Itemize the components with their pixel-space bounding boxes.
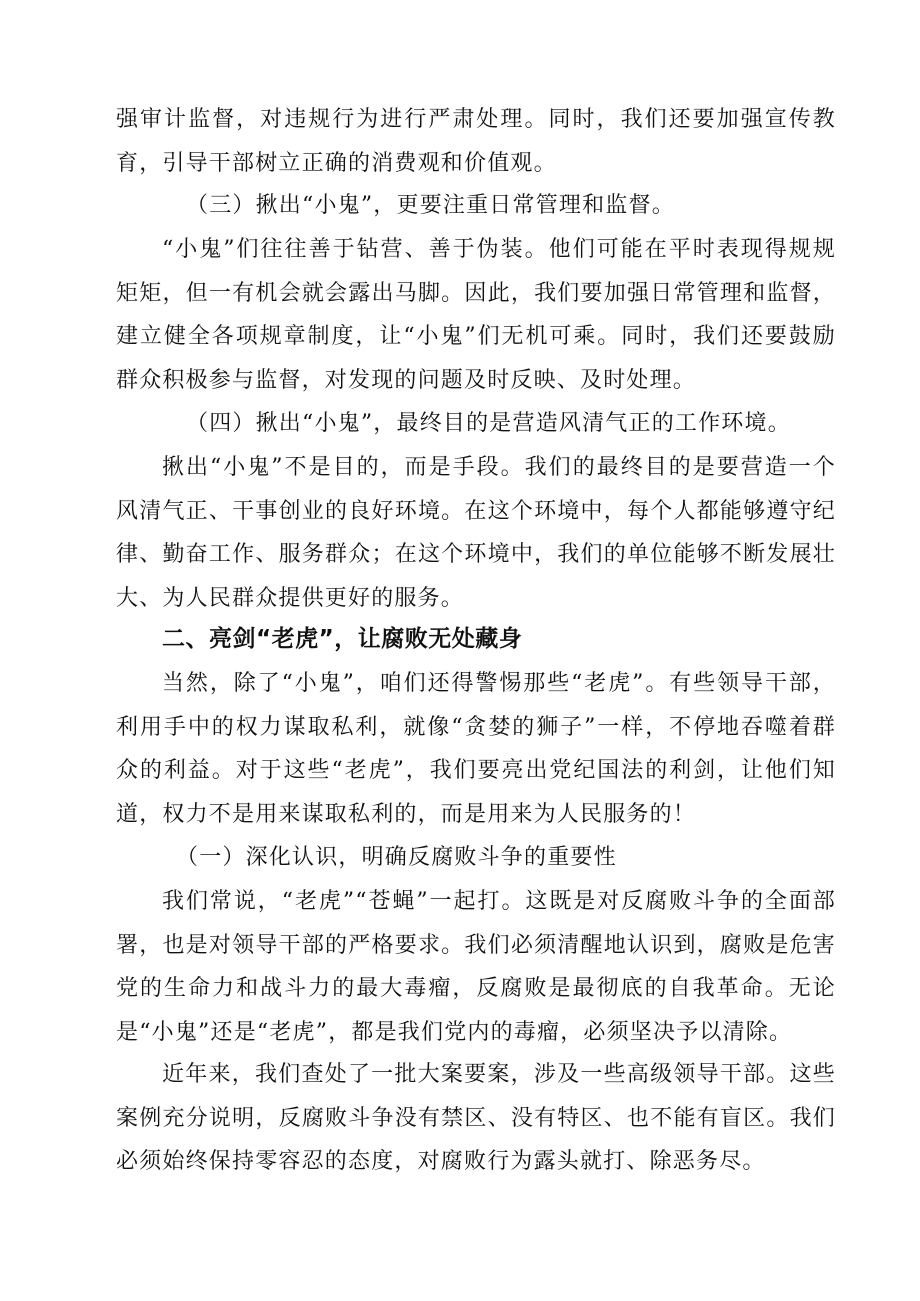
paragraph-work-environment: 揪出“小鬼”不是目的，而是手段。我们的最终目的是要营造一个风清气正、干事创业的良好环境。在这个环境中，每个人都能够遵守纪律、勤奋工作、服务群众；在这个环境中，我们的单位能够不断发展壮大、为人民群众提供更好的服务。 bbox=[116, 455, 836, 611]
subheading-3: （三）揪出“小鬼”，更要注重日常管理和监督。 bbox=[186, 193, 675, 218]
section-heading-2: 二、亮剑“老虎”，让腐败无处藏身 bbox=[162, 626, 523, 652]
paragraph-major-cases: 近年来，我们查处了一批大案要案，涉及一些高级领导干部。这些案例充分说明，反腐败斗争没有禁区、没有特区、也不能有盲区。我们必须始终保持零容忍的态度，对腐败行为露头就打、除恶务尽。 bbox=[116, 1062, 836, 1174]
paragraph-tigers: 当然，除了“小鬼”，咱们还得警惕那些“老虎”。有些领导干部，利用手中的权力谋取私利，就像“贪婪的狮子”一样，不停地吞噬着群众的利益。对于这些“老虎”，我们要亮出党纪国法的利剑，让他们知道，权力不是用来谋取私利的，而是用来为人民服务的！ bbox=[116, 671, 836, 827]
paragraph-audit-supervision: 强审计监督，对违规行为进行严肃处理。同时，我们还要加强宣传教育，引导干部树立正确的消费观和价值观。 bbox=[116, 107, 836, 176]
paragraph-anti-corruption-awareness: 我们常说，“老虎”“苍蝇”一起打。这既是对反腐败斗争的全面部署，也是对领导干部的严格要求。我们必须清醒地认识到，腐败是危害党的生命力和战斗力的最大毒瘤，反腐败是最彻底的自我革命。无论是“小鬼”还是“老虎”，都是我们党内的毒瘤，必须坚决予以清除。 bbox=[116, 889, 836, 1045]
subheading-1: （一）深化认识，明确反腐败斗争的重要性 bbox=[176, 845, 617, 870]
subheading-4: （四）揪出“小鬼”，最终目的是营造风清气正的工作环境。 bbox=[186, 411, 791, 436]
paragraph-daily-management: “小鬼”们往往善于钻营、善于伪装。他们可能在平时表现得规规矩矩，但一有机会就会露出马脚。因此，我们要加强日常管理和监督，建立健全各项规章制度，让“小鬼”们无机可乘。同时，我们还要鼓励群众积极参与监督，对发现的问题及时反映、及时处理。 bbox=[116, 237, 836, 393]
